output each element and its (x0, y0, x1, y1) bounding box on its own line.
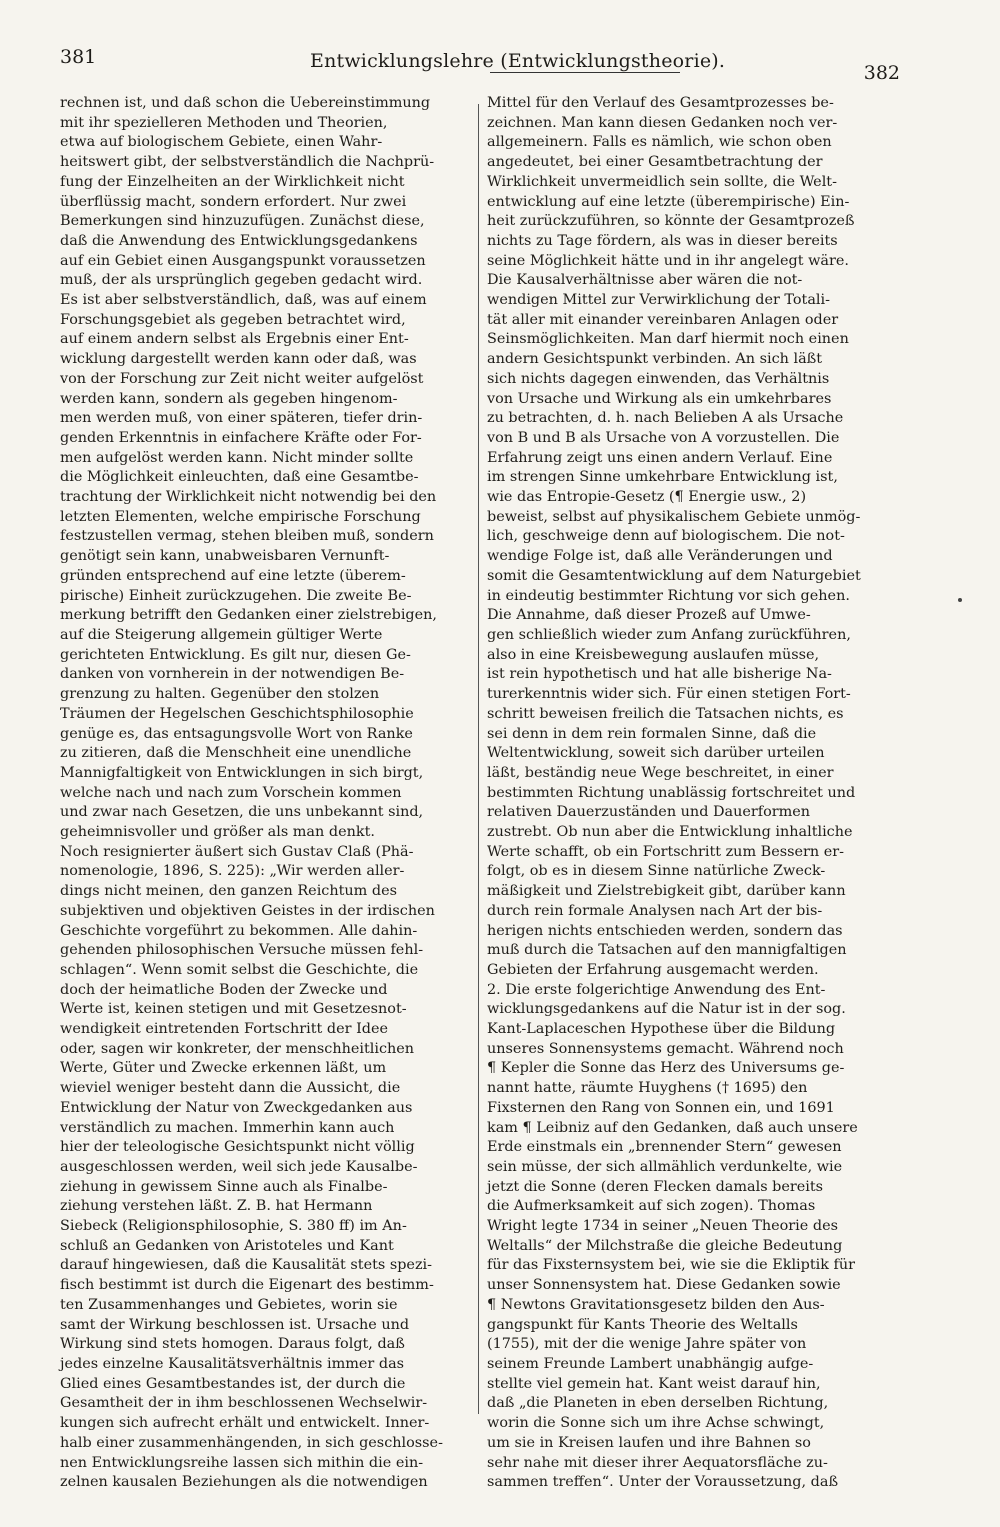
header-rule (490, 72, 680, 73)
column-divider (478, 104, 479, 1414)
running-title: Entwicklungslehre (Entwicklungstheorie). (310, 50, 726, 72)
page-number-left: 381 (60, 46, 97, 68)
paragraph: rechnen ist, und daß schon die Uebereinstimmung mit ihr spezielleren Methoden und Theorien, etwa auf biologischem Gebiete, einen Wahr- heitswert gibt, der selbstverständlich die Nachprü- fung der Einzelheiten an der Wirklichkeit nicht überflüssig macht, sondern erfordert. Nur zwei Bemerkungen sind hinzuzufügen. Zunächst diese, daß die Anwendung des Entwicklungsgedankens auf ein Gebiet einen Ausgangspunkt voraussetzen muß, der als ursprünglich gegeben gedacht wird. Es ist aber selbstverständlich, daß, was auf einem Forschungsgebiet als gegeben betrachtet wird, auf einem andern selbst als Ergebnis einer Ent- wicklung dargestellt werden kann oder daß, was von der Forschung zur Zeit nicht weiter aufgelöst werden kann, sondern als gegeben hingenom- men werden muß, von einer späteren, tiefer drin- genden Erkenntnis in einfachere Kräfte oder For- men aufgelöst werden kann. Nicht minder sollte die Möglichkeit einleuchten, daß eine Gesamtbe- trachtung der Wirklichkeit nicht notwendig bei den letzten Elementen, welche empirische Forschung festzustellen vermag, stehen bleiben muß, sondern genötigt sein kann, unabweisbaren Vernunft- gründen entsprechend auf eine letzte (überem- pirische) Einheit zurückzugehen. Die zweite Be- merkung betrifft den Gedanken einer zielstrebigen, auf die Steigerung allgemein gültiger Werte gerichteten Entwicklung. Es gilt nur, diesen Ge- danken von vornherein in der notwendigen Be- grenzung zu halten. Gegenüber den stolzen Träumen der Hegelschen Geschichtsphilosophie genüge es, das entsagungsvolle Wort von Ranke zu zitieren, daß die Menschheit eine unendliche Mannigfaltigkeit von Entwicklungen in sich birgt, welche nach und nach zum Vorschein kommen und zwar nach Gesetzen, die uns unbekannt sind, geheimnisvoller und größer als man denkt. Noch resignierter äußert sich Gustav Claß (Phä- nomenologie, 1896, S. 225): „Wir werden aller- dings nicht meinen, den ganzen Reichtum des subjektiven und objektiven Geistes in der irdischen Geschichte vorgeführt zu bekommen. Alle dahin- gehenden philosophischen Versuche müssen fehl- schlagen“. Wenn somit selbst die Geschichte, die doch der heimatliche Boden der Zwecke und Werte ist, keinen stetigen und mit Gesetzesnot- wendigkeit eintretenden Fortschritt der Idee oder, sagen wir konkreter, der menschheitlichen Werte, Güter und Zwecke erkennen läßt, um wieviel weniger besteht dann die Aussicht, die Entwicklung der Natur von Zweckgedanken aus verständlich zu machen. Immerhin kann auch hier der teleologische Gesichtspunkt nicht völlig ausgeschlossen werden, weil sich jede Kausalbe- ziehung in gewissem Sinne auch als Finalbe- ziehung verstehen läßt. Z. B. hat Hermann Siebeck (Religionsphilosophie, S. 380 ff) im An- schluß an Gedanken von Aristoteles und Kant darauf hingewiesen, daß die Kausalität stets spezi- fisch bestimmt ist durch die Eigenart des bestimm- ten Zusammenhanges und Gebietes, worin sie samt der Wirkung beschlossen ist. Ursache und Wirkung sind stets homogen. Daraus folgt, daß jedes einzelne Kausalitätsverhältnis immer das Glied eines Gesamtbestandes ist, der durch die Gesamtheit der in ihm beschlossenen Wechselwir- kungen sich aufrecht erhält und entwickelt. Inner- halb einer zusammenhängenden, in sich geschlosse- nen Entwicklungsreihe lassen sich mithin die ein- zelnen kausalen Beziehungen als die notwendigen (60, 95, 443, 1491)
text-column-left (60, 94, 470, 1491)
running-header (60, 44, 900, 84)
paragraph: Mittel für den Verlauf des Gesamtprozesses be- zeichnen. Man kann diesen Gedanken noch ver- allgemeinern. Falls es nämlich, wie schon oben angedeutet, bei einer Gesamtbetrachtung der Wirklichkeit unvermeidlich sein sollte, die Welt- entwicklung auf eine letzte (überempirische) Ein- heit zurückzuführen, so könnte der Gesamtprozeß nichts zu Tage fördern, als was in dieser bereits seine Möglichkeit hätte und in ihr angelegt wäre. Die Kausalverhältnisse aber wären die not- wendigen Mittel zur Verwirklichung der Totali- tät aller mit einander vereinbaren Anlagen oder Seinsmöglichkeiten. Man darf hiermit noch einen andern Gesichtspunkt verbinden. An sich läßt sich nichts dagegen einwenden, das Verhältnis von Ursache und Wirkung als ein umkehrbares zu betrachten, d. h. nach Belieben A als Ursache von B und B als Ursache von A vorzustellen. Die Erfahrung zeigt uns einen andern Verlauf. Eine im strengen Sinne umkehrbare Entwicklung ist, wie das Entropie-Gesetz (¶ Energie usw., 2) beweist, selbst auf physikalischem Gebiete unmög- lich, geschweige denn auf biologischem. Die not- wendige Folge ist, daß alle Veränderungen und somit die Gesamtentwicklung auf dem Naturgebiet in eindeutig bestimmter Richtung vor sich gehen. Die Annahme, daß dieser Prozeß auf Umwe- gen schließlich wieder zum Anfang zurückführen, also in eine Kreisbewegung auslaufen müsse, ist rein hypothetisch und hat alle bisherige Na- turerkenntnis wider sich. Für einen stetigen Fort- schritt beweisen freilich die Tatsachen nichts, es sei denn in dem rein formalen Sinne, daß die Weltentwicklung, soweit sich darüber urteilen läßt, beständig neue Wege beschreitet, in einer bestimmten Richtung unablässig fortschreitet und relativen Dauerzuständen und Dauerformen zustrebt. Ob nun aber die Entwicklung inhaltliche Werte schafft, ob ein Fortschritt zum Bessern er- folgt, ob es in diesem Sinne natürliche Zweck- mäßigkeit und Zielstrebigkeit gibt, darüber kann durch rein formale Analysen nach Art der bis- herigen nichts entschieden werden, sondern das muß durch die Tatsachen auf den mannigfaltigen Gebieten der Erfahrung ausgemacht werden. (487, 95, 861, 978)
paragraph-section-2: 2. Die erste folgerichtige Anwendung des Ent- wicklungsgedankens auf die Natur ist in der sog. Kant-Laplaceschen Hypothese über die Bildung unseres Sonnensystems gemacht. Während noch ¶ Kepler die Sonne das Herz des Universums ge- nannt hatte, räumte Huyghens († 1695) den Fixsternen den Rang von Sonnen ein, und 1691 kam ¶ Leibniz auf den Gedanken, daß auch unsere Erde einstmals ein „brennender Stern“ gewesen sein müsse, der sich allmählich verdunkelte, wie jetzt die Sonne (deren Flecken damals bereits die Aufmerksamkeit auf sich zogen). Thomas Wright legte 1734 in seiner „Neuen Theorie des Weltalls“ der Milchstraße die gleiche Bedeutung für das Fixsternsystem bei, wie sie die Ekliptik für unser Sonnensystem hat. Diese Gedanken sowie ¶ Newtons Gravitationsgesetz bilden den Aus- gangspunkt für Kants Theorie des Weltalls (1755), mit der die wenige Jahre später von seinem Freunde Lambert unabhängig aufge- stellte viel gemein hat. Kant weist darauf hin, daß „die Planeten in eben derselben Richtung, worin die Sonne sich um ihre Achse schwingt, um sie in Kreisen laufen und ihre Bahnen so sehr nahe mit dieser ihrer Aequatorsfläche zu- sammen treffen“. Unter der Voraussetzung, daß (487, 981, 858, 1491)
paper-speck (958, 598, 962, 602)
text-column-right (487, 94, 890, 1491)
page-number-right: 382 (863, 62, 900, 84)
